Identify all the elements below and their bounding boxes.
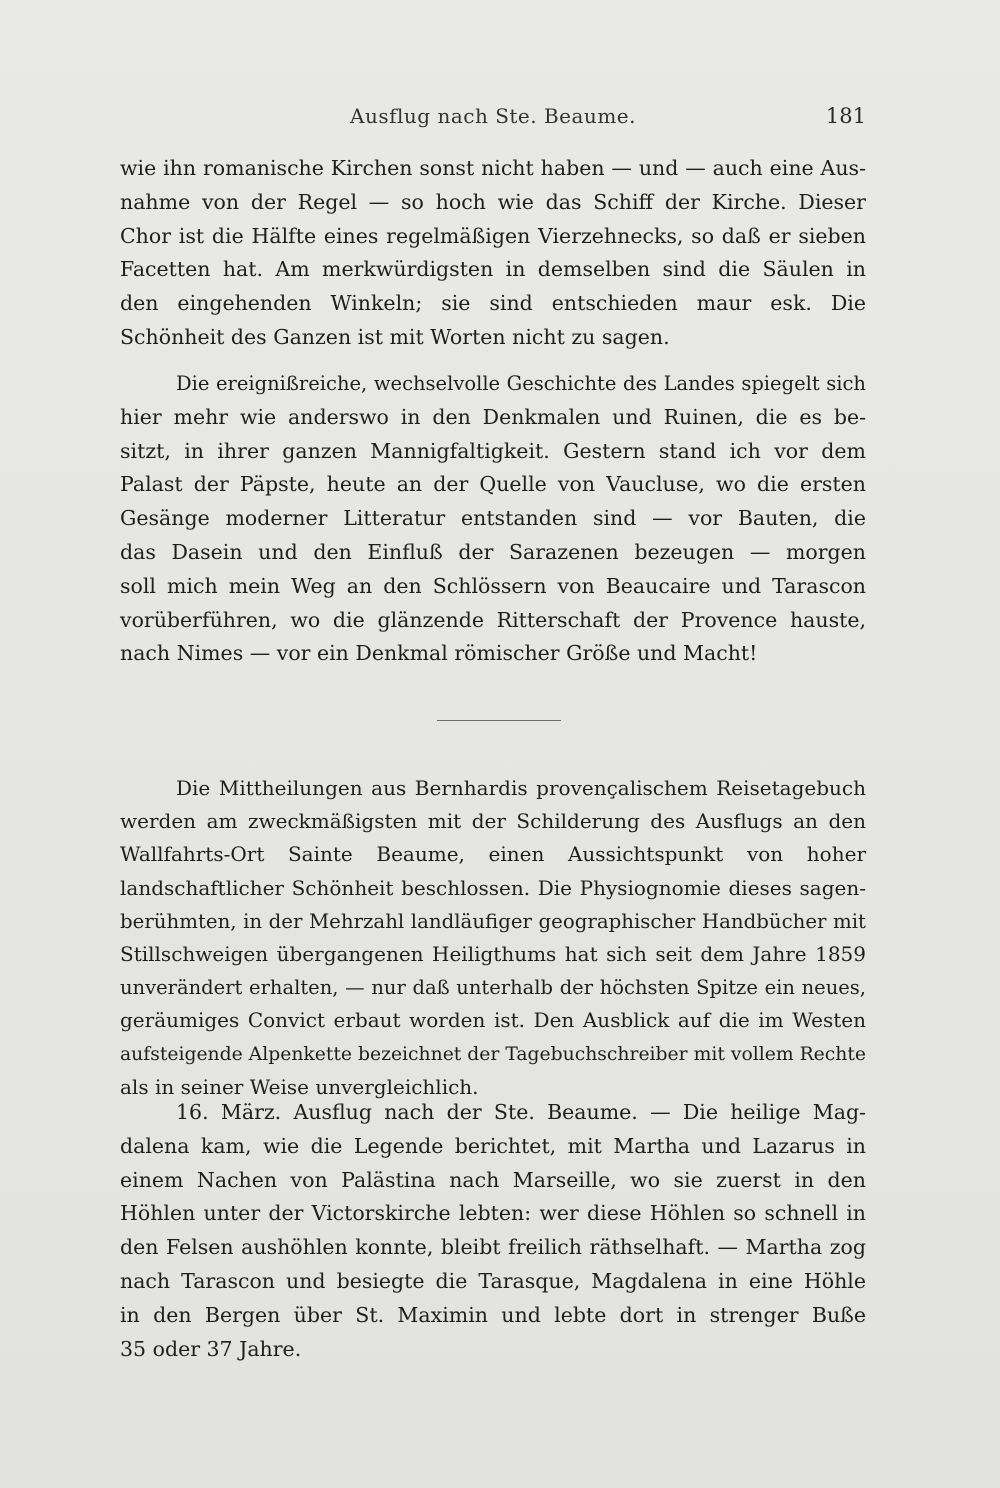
text-line: den Felsen aushöhlen konnte, bleibt freilich räthselhaft. — Martha zog (120, 1235, 866, 1260)
text-line: nach Nimes — vor ein Denkmal römischer Größe und Macht! (120, 641, 758, 666)
text-line: wie ihn romanische Kirchen sonst nicht haben — und — auch eine Aus- (120, 156, 866, 180)
text-line: 16. März. Ausflug nach der Ste. Beaume. — Die heilige Mag- (176, 1100, 866, 1124)
text-line: soll mich mein Weg an den Schlössern von Beaucaire und Tarascon (120, 573, 866, 598)
page-number: 181 (825, 104, 866, 128)
text-line: Chor ist die Hälfte eines regelmäßigen Vierzehnecks, so daß er sieben (120, 223, 866, 248)
text-line: vorüberführen, wo die glänzende Ritterschaft der Provence hauste, (120, 607, 866, 632)
text-line: Höhlen unter der Victorskirche lebten: wer diese Höhlen so schnell in (120, 1201, 866, 1226)
text-line: unverändert erhalten, — nur daß unterhalb der höchsten Spitze ein neues, (120, 976, 866, 1000)
text-line: 35 oder 37 Jahre. (120, 1336, 302, 1361)
text-line: berühmten, in der Mehrzahl landläufiger geographischer Handbücher mit (120, 909, 866, 933)
text-line: den eingehenden Winkeln; sie sind entschieden maur esk. Die (120, 291, 866, 316)
text-line: Wallfahrts-Ort Sainte Beaume, einen Aussichtspunkt von hoher (120, 842, 866, 867)
section-divider (437, 720, 561, 721)
text-line: Die Mittheilungen aus Bernhardis provençalischem Reisetagebuch (176, 776, 866, 800)
text-line: hier mehr wie anderswo in den Denkmalen und Ruinen, die es be- (120, 404, 866, 429)
paragraph-travel-diary-intro (120, 772, 866, 1104)
text-line: Palast der Päpste, heute an der Quelle von Vaucluse, wo die ersten (120, 472, 866, 497)
paragraph-diary-march-16 (120, 1096, 866, 1366)
text-line: geräumiges Convict erbaut worden ist. Den Ausblick auf die im Westen (120, 1008, 866, 1033)
text-line: Schönheit des Ganzen ist mit Worten nicht zu sagen. (120, 324, 670, 349)
text-line: nach Tarascon und besiegte die Tarasque, Magdalena in eine Höhle (120, 1268, 866, 1293)
text-line: als in seiner Weise unvergleichlich. (120, 1074, 479, 1099)
running-head (120, 104, 866, 134)
text-line: in den Bergen über St. Maximin und lebte dort in strenger Buße (120, 1302, 866, 1327)
text-line: Stillschweigen übergangenen Heiligthums hat sich seit dem Jahre 1859 (120, 941, 866, 966)
text-line: Facetten hat. Am merkwürdigsten in demselben sind die Säulen in (120, 257, 866, 282)
text-line: sitzt, in ihrer ganzen Mannigfaltigkeit. Gestern stand ich vor dem (120, 438, 866, 463)
paragraph-choir-description (120, 152, 866, 355)
text-line: nahme von der Regel — so hoch wie das Schiff der Kirche. Dieser (120, 189, 866, 214)
text-line: aufsteigende Alpenkette bezeichnet der Tagebuchschreiber mit vollem Rechte (120, 1043, 866, 1065)
text-line: landschaftlicher Schönheit beschlossen. Die Physiognomie dieses sagen- (120, 875, 866, 900)
text-line: Gesänge moderner Litteratur entstanden sind — vor Bauten, die (120, 506, 866, 531)
text-line: dalena kam, wie die Legende berichtet, mit Martha und Lazarus in (120, 1133, 866, 1158)
running-title: Ausflug nach Ste. Beaume. (350, 104, 636, 128)
text-line: werden am zweckmäßigsten mit der Schilderung des Ausflugs an den (120, 809, 866, 834)
text-line: das Dasein und den Einfluß der Sarazenen bezeugen — morgen (120, 539, 866, 564)
text-line: einem Nachen von Palästina nach Marseille, wo sie zuerst in den (120, 1167, 866, 1192)
text-line: Die ereignißreiche, wechselvolle Geschichte des Landes spiegelt sich (176, 372, 866, 395)
paragraph-history-of-land (120, 367, 866, 671)
